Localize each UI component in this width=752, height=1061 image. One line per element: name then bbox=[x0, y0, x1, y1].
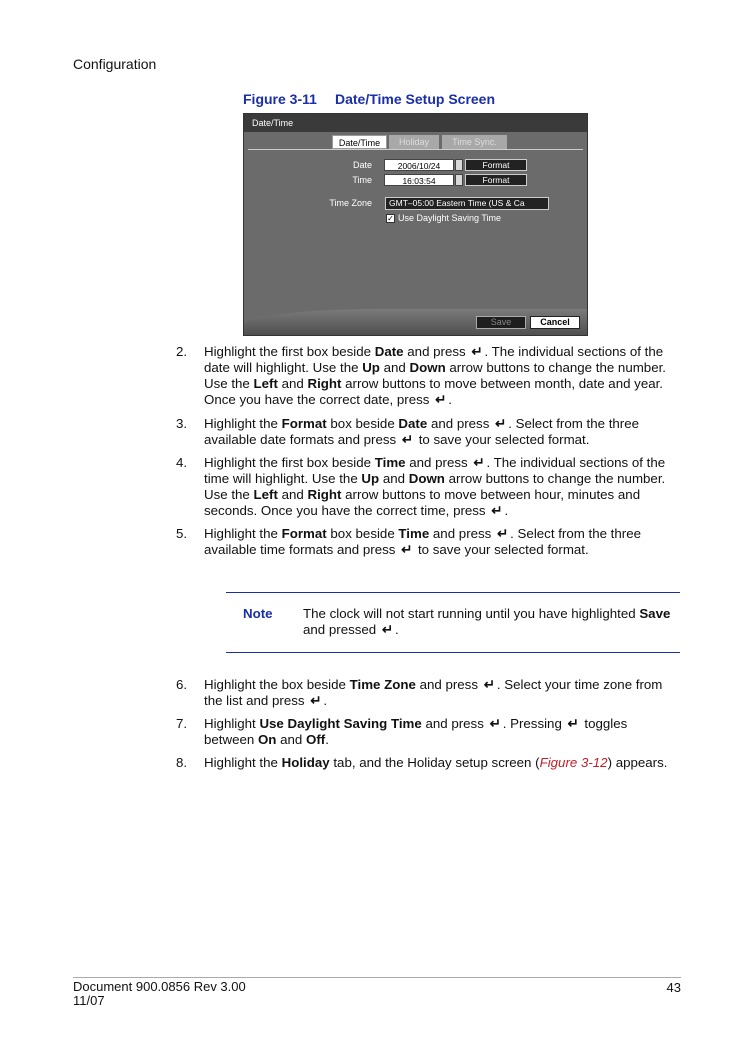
bold-term: Time bbox=[398, 526, 430, 541]
step-number: 6. bbox=[176, 677, 188, 692]
time-label: Time bbox=[352, 175, 372, 185]
timezone-label: Time Zone bbox=[329, 198, 372, 208]
step-text: Highlight the first box beside Time and press ↵ . The individual sections of the time will highlight. Use the Up and Down arrow buttons to change the number. Use the Left and Right arrow buttons to move between hour, minutes and seconds. Once you have the correct time, press ↵ . bbox=[204, 455, 666, 518]
bold-term: Left bbox=[253, 376, 278, 391]
enter-key-icon: ↵ bbox=[491, 503, 503, 518]
date-time-setup-screenshot bbox=[243, 113, 588, 336]
time-format-button[interactable]: Format bbox=[465, 174, 527, 186]
step-number: 8. bbox=[176, 755, 188, 770]
footer-rule bbox=[73, 977, 681, 978]
enter-key-icon: ↵ bbox=[435, 392, 447, 407]
date-label: Date bbox=[352, 160, 372, 170]
bold-term: Right bbox=[307, 487, 342, 502]
bold-term: Save bbox=[639, 606, 671, 621]
enter-key-icon: ↵ bbox=[567, 716, 579, 731]
bold-term: Up bbox=[361, 471, 380, 486]
figure-cross-reference-link[interactable]: Figure 3-12 bbox=[539, 755, 608, 770]
dst-label: Use Daylight Saving Time bbox=[398, 213, 502, 223]
bold-term: Right bbox=[307, 376, 342, 391]
enter-key-icon: ↵ bbox=[310, 693, 322, 708]
step-text: Highlight Use Daylight Saving Time and press ↵ . Pressing ↵ toggles between On and Off. bbox=[204, 716, 628, 747]
enter-key-icon: ↵ bbox=[483, 677, 495, 692]
enter-key-icon: ↵ bbox=[401, 432, 414, 447]
timezone-select[interactable]: GMT–05:00 Eastern Time (US & Ca bbox=[385, 197, 549, 210]
bold-term: Off bbox=[306, 732, 326, 747]
tab-date-time[interactable]: Date/Time bbox=[332, 135, 387, 149]
tab-holiday[interactable]: Holiday bbox=[389, 135, 439, 149]
date-spinner[interactable] bbox=[455, 159, 463, 171]
bold-term: Format bbox=[281, 416, 327, 431]
step-text: Highlight the Format box beside Time and press ↵ . Select from the three available time formats and press ↵ to save your selected format. bbox=[204, 526, 641, 557]
note-text: The clock will not start running until you have highlighted Save and pressed ↵ . bbox=[303, 606, 671, 637]
figure-title: Date/Time Setup Screen bbox=[335, 91, 496, 107]
step-text: Highlight the Format box beside Date and press ↵ . Select from the three available date formats and press ↵ to save your selected format. bbox=[204, 416, 640, 447]
bold-term: Use Daylight Saving Time bbox=[259, 716, 422, 731]
document-number: Document 900.0856 Rev 3.00 bbox=[73, 979, 246, 994]
bold-term: Format bbox=[281, 526, 327, 541]
step-text: Highlight the Holiday tab, and the Holiday setup screen (Figure 3-12) appears. bbox=[204, 755, 668, 770]
page-number: 43 bbox=[666, 980, 681, 995]
note-top-rule bbox=[226, 592, 680, 593]
tab-divider bbox=[248, 149, 583, 150]
step-text: Highlight the box beside Time Zone and press ↵ . Select your time zone from the list and press ↵ . bbox=[204, 677, 663, 708]
step-number: 5. bbox=[176, 526, 188, 541]
document-date: 11/07 bbox=[73, 993, 105, 1008]
enter-key-icon: ↵ bbox=[489, 716, 501, 731]
step-number: 3. bbox=[176, 416, 188, 431]
enter-key-icon: ↵ bbox=[497, 526, 509, 541]
date-format-button[interactable]: Format bbox=[465, 159, 527, 171]
window-title: Date/Time bbox=[244, 114, 587, 132]
bold-term: Date bbox=[374, 344, 404, 359]
enter-key-icon: ↵ bbox=[495, 416, 507, 431]
note-bottom-rule bbox=[226, 652, 680, 653]
tab-time-sync[interactable]: Time Sync. bbox=[442, 135, 507, 149]
bold-term: Date bbox=[398, 416, 428, 431]
running-header: Configuration bbox=[73, 56, 157, 72]
bold-term: Time bbox=[374, 455, 406, 470]
cancel-button[interactable]: Cancel bbox=[530, 316, 580, 329]
bold-term: Down bbox=[408, 471, 445, 486]
enter-key-icon: ↵ bbox=[471, 344, 483, 359]
step-number: 4. bbox=[176, 455, 188, 470]
date-field[interactable]: 2006/10/24 bbox=[384, 159, 454, 171]
bold-term: Left bbox=[253, 487, 278, 502]
enter-key-icon: ↵ bbox=[381, 622, 394, 637]
save-button[interactable]: Save bbox=[476, 316, 526, 329]
footer-document bbox=[73, 980, 246, 1008]
time-field[interactable]: 16:03:54 bbox=[384, 174, 454, 186]
enter-key-icon: ↵ bbox=[401, 542, 413, 557]
figure-number: Figure 3-11 bbox=[243, 91, 317, 107]
bold-term: Holiday bbox=[281, 755, 330, 770]
bold-term: Up bbox=[362, 360, 380, 375]
bold-term: Time Zone bbox=[349, 677, 416, 692]
note-heading: Note bbox=[243, 606, 273, 621]
time-spinner[interactable] bbox=[455, 174, 463, 186]
step-text: Highlight the first box beside Date and press ↵ . The individual sections of the date will highlight. Use the Up and Down arrow buttons to change the number. Use the Left and Right arrow buttons to move between month, date and year. Once you have the correct date, press ↵ . bbox=[204, 344, 666, 407]
bold-term: Down bbox=[409, 360, 446, 375]
step-number: 2. bbox=[176, 344, 188, 359]
step-number: 7. bbox=[176, 716, 188, 731]
dst-checkbox[interactable]: ✓ bbox=[387, 214, 394, 223]
bold-term: On bbox=[257, 732, 277, 747]
enter-key-icon: ↵ bbox=[473, 455, 485, 470]
